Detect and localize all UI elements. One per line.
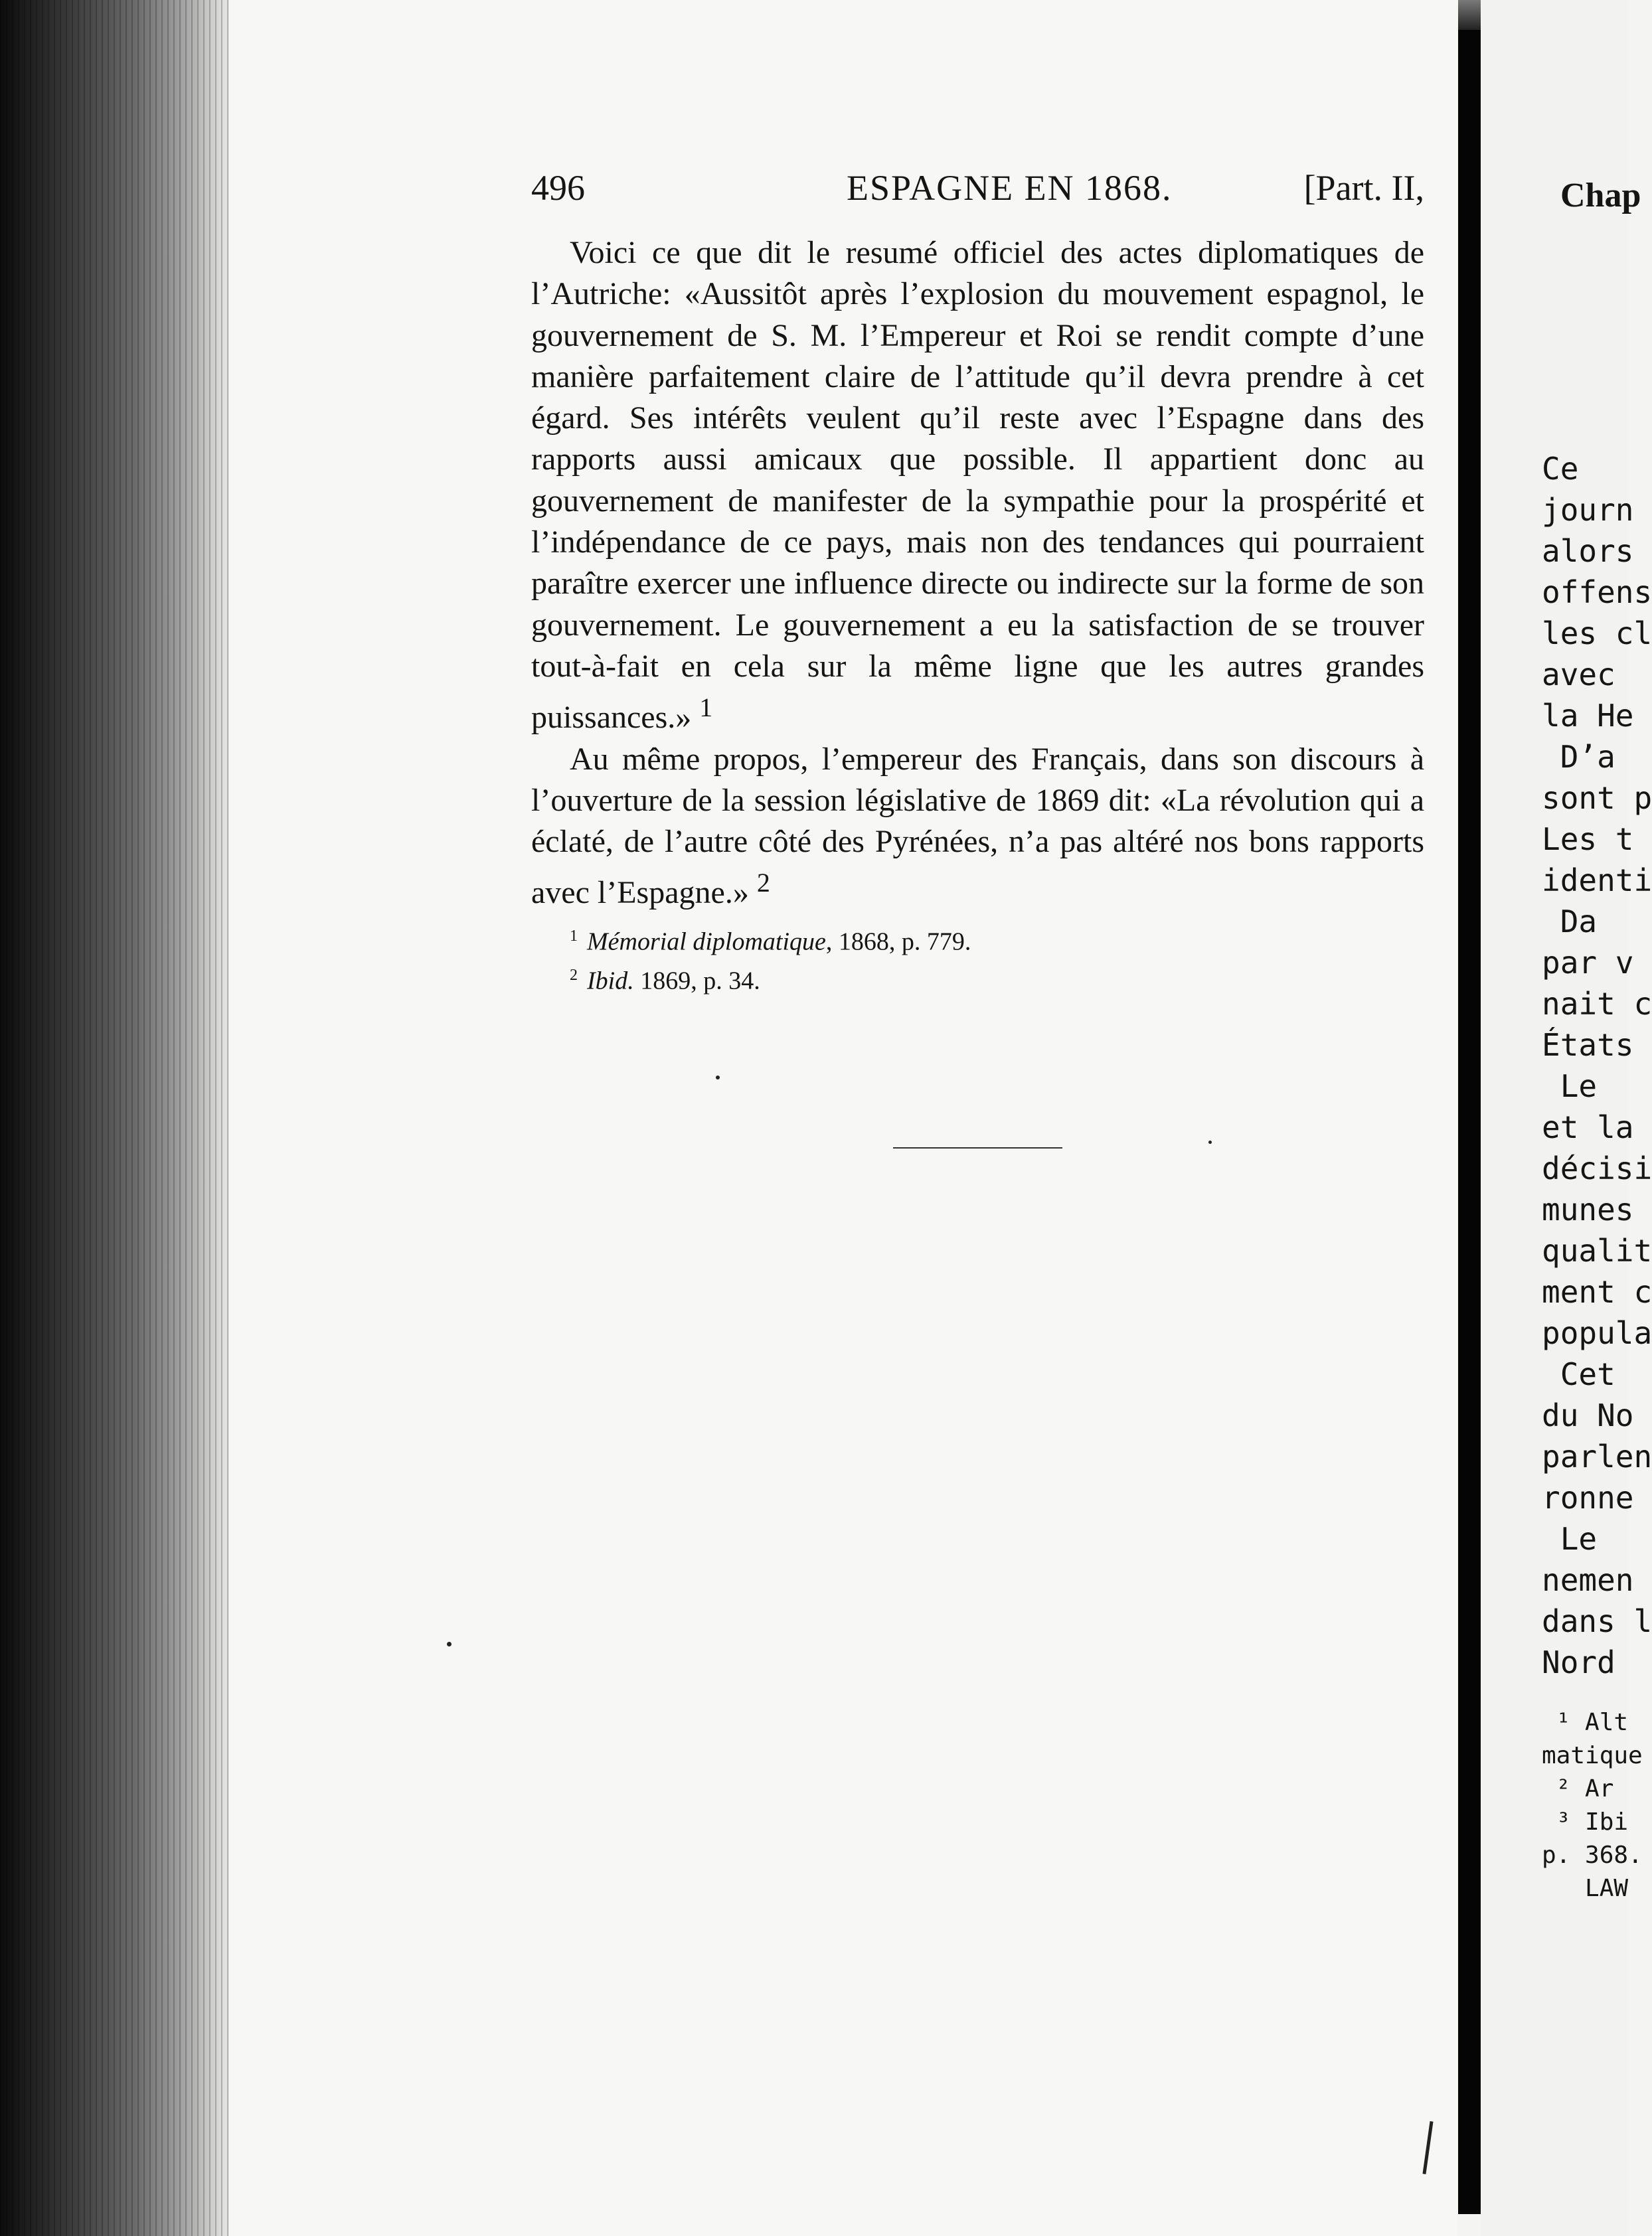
footnote-detail: 1869, p. 34. (633, 967, 760, 995)
paragraph (531, 232, 1424, 739)
footnotes (531, 919, 1424, 997)
right-page (1481, 0, 1652, 2236)
paragraph (531, 739, 1424, 914)
running-header (531, 167, 1424, 214)
page-number: 496 (531, 168, 585, 208)
scan-speck (716, 1076, 720, 1079)
footnote-source: Mémorial diplomatique (587, 927, 826, 956)
right-page-footnotes: ¹ Alt matique ² Ar ³ Ibi p. 368. LAW (1542, 1709, 1643, 1902)
paragraph-text: Voici ce que dit le resumé officiel des actes diplomatiques de l’Autriche: «Aussitôt après l’explosion du mouvement espagnol, le gouvernement de S. M. l’Empereur et Roi se rendit compte d’une manière parfaitement claire de l’attitude qu’il devra prendre à cet égard. Ses intérêts veulent qu’il reste avec l’Espagne dans des rapports aussi amicaux que possible. Il appartient donc au gouvernement de manifester de la sympathie pour la prospérité et l’indépendance de ce pays, mais non des tendances qui pourraient paraître exercer une influence directe ou indirecte sur la forme de son gouvernement. Le gouvernement a eu la satisfaction de se trouver tout-à-fait en cela sur la même ligne que les autres grandes puissances.» (531, 235, 1424, 736)
scan-speck (1208, 1141, 1212, 1144)
footnote (531, 959, 1424, 998)
footnote-ref: 2 (756, 868, 770, 898)
body-text (531, 232, 1424, 914)
footnote (531, 919, 1424, 959)
footnote-number: 1 (570, 927, 578, 945)
scan-speck (447, 1642, 452, 1646)
part-label: [Part. II, (1303, 168, 1424, 208)
footnote-number: 2 (570, 966, 578, 984)
paragraph-text: Au même propos, l’empereur des Français, dans son discours à l’ouverture de la session législative de 1869 dit: «La révolution qui a éclaté, de l’autre côté des Pyrénées, n’a pas altéré nos bons rapports avec l’Espagne.» (531, 741, 1424, 911)
footnote-source: Ibid. (587, 967, 634, 995)
book-spine (1458, 30, 1481, 2214)
footnote-detail: , 1868, p. 779. (825, 927, 971, 956)
page-edge-texture (0, 0, 229, 2236)
right-page-header: Chap (1560, 177, 1641, 214)
section-end-rule (893, 1147, 1062, 1149)
footnote-ref: 1 (699, 692, 713, 723)
right-page-text: Ce journ alors offens les cl avec la He D’a sont p Les t identi Da par v nait c États Le et la décisi munes qualit ment c popula Cet du No parlen ronne Le nemen dans l Nord (1542, 451, 1652, 1680)
running-title: ESPAGNE EN 1868. (847, 168, 1173, 208)
